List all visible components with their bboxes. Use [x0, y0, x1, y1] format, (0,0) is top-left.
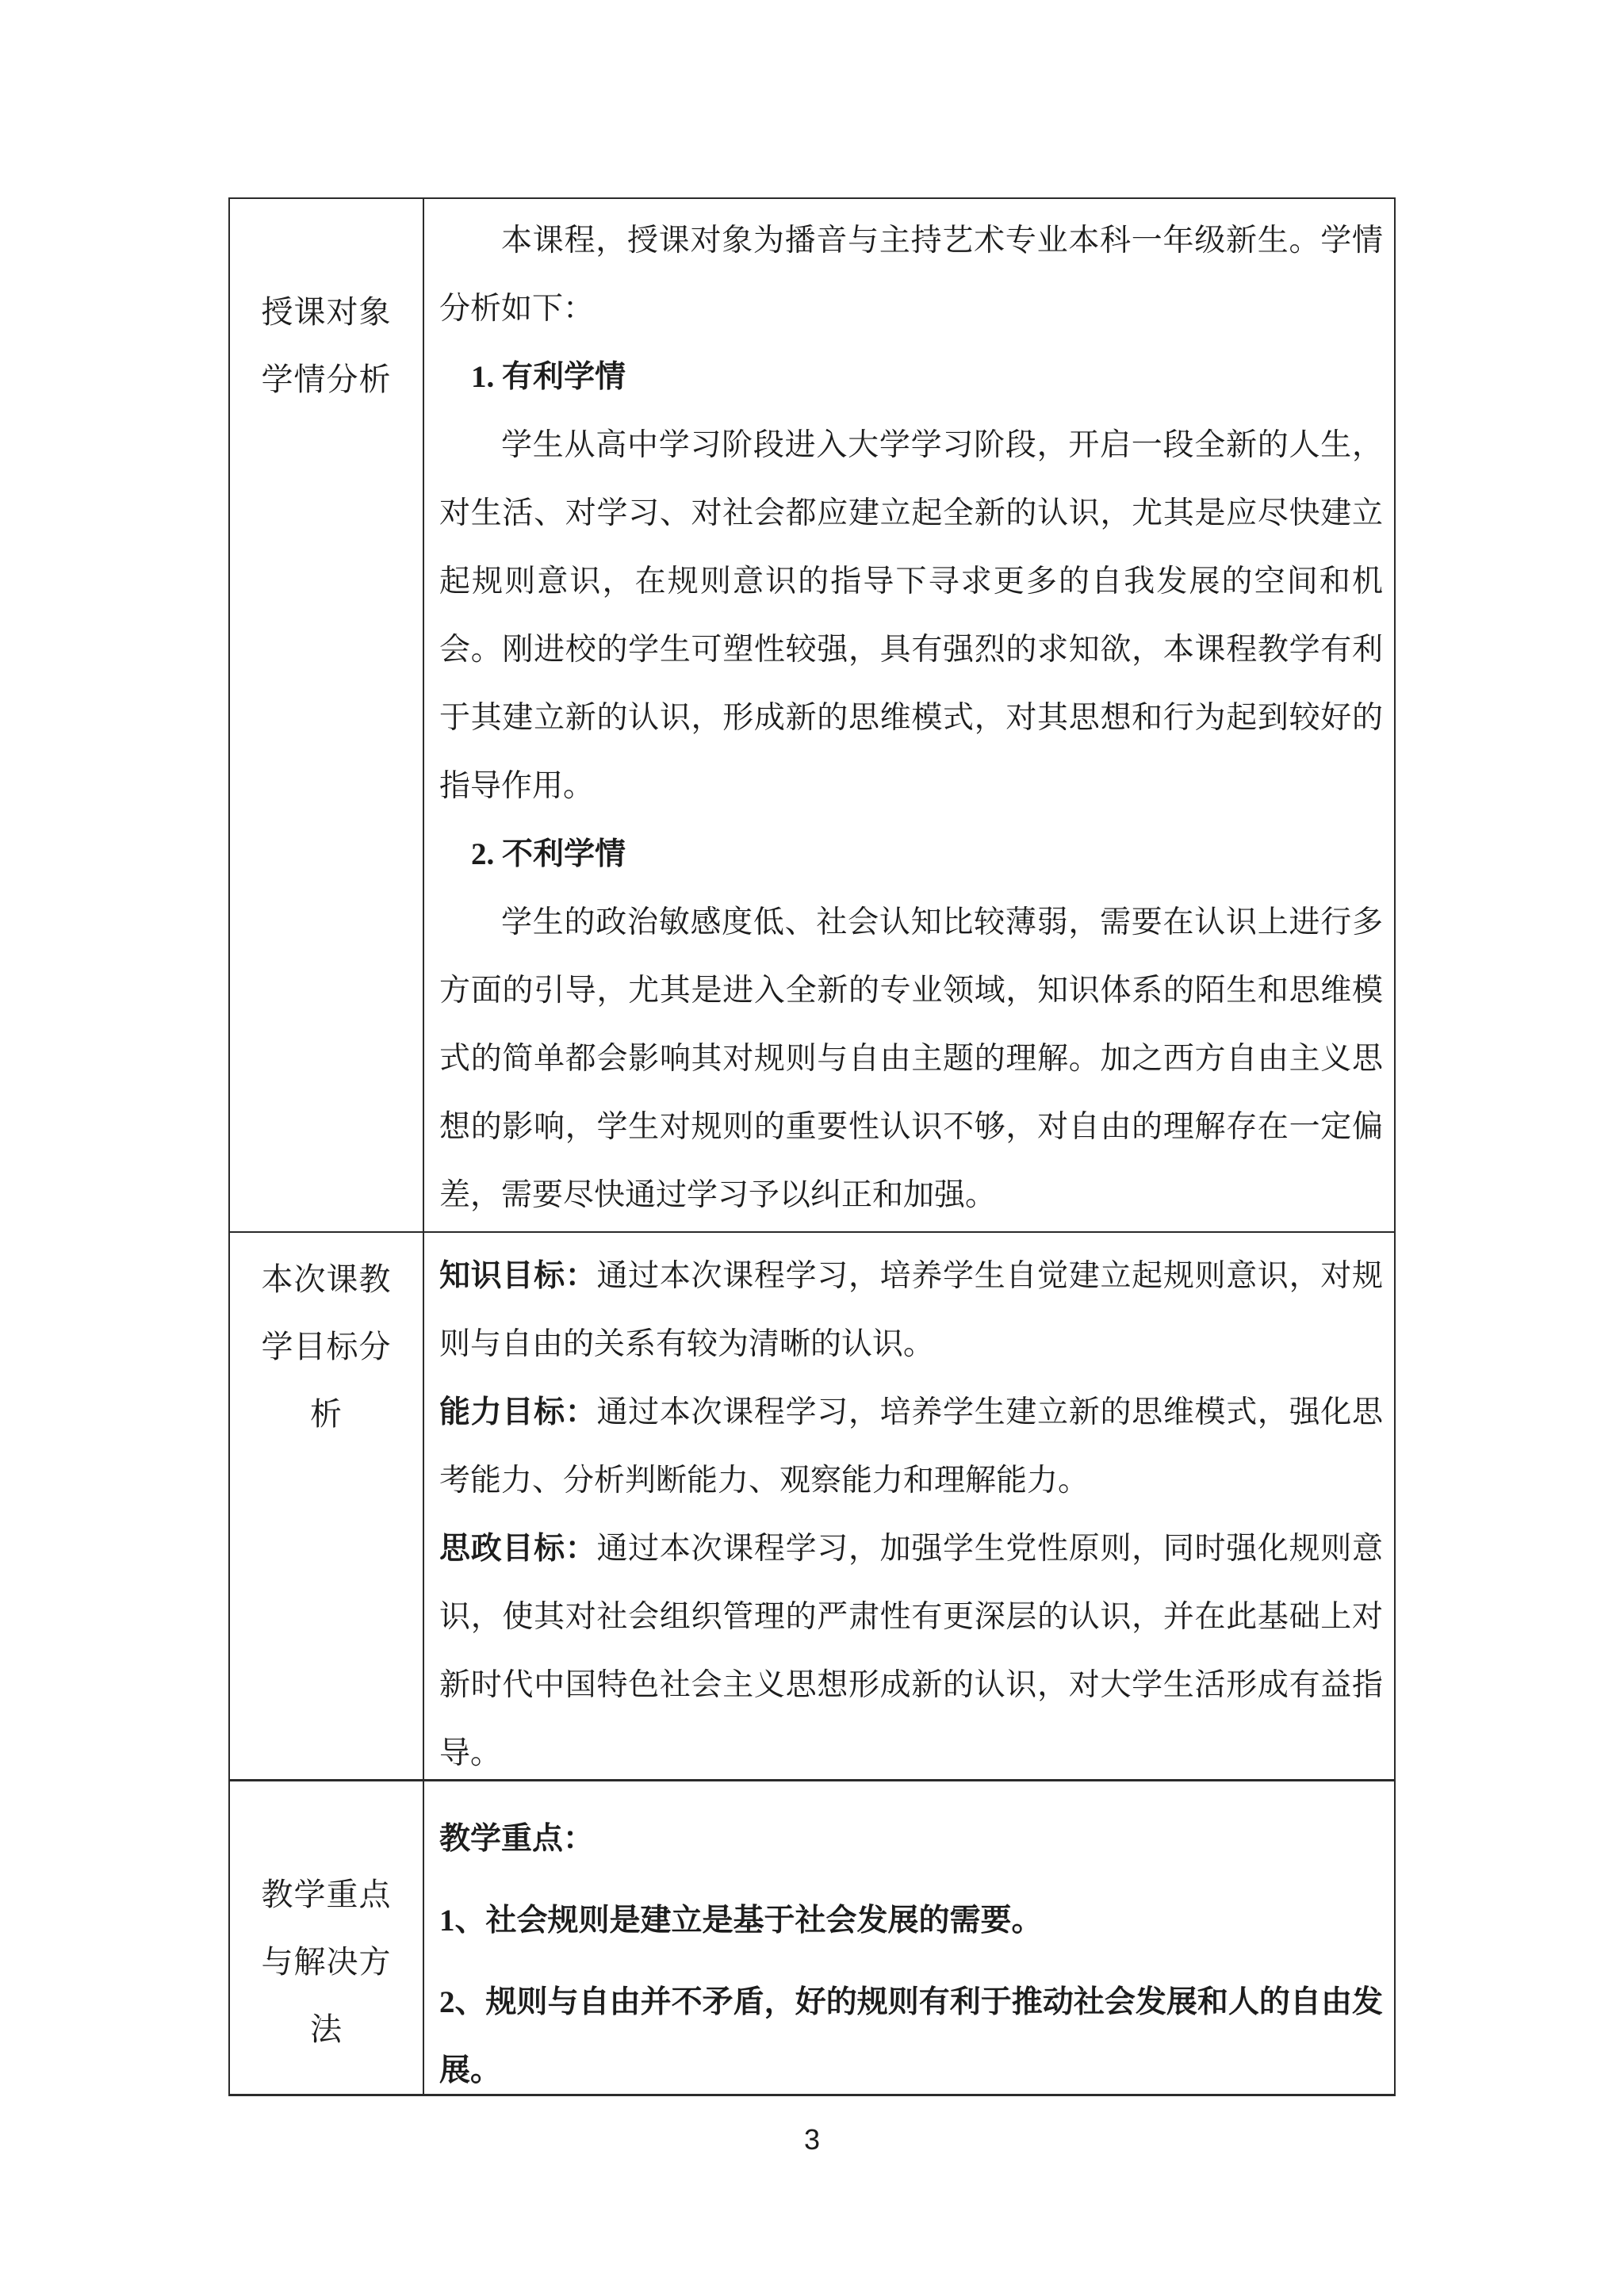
paragraph: 学生的政治敏感度低、社会认知比较薄弱，需要在认识上进行多方面的引导，尤其是进入全新的专业领域，知识体系的陌生和思维模式的简单都会影响其对规则与自由主题的理解。加之西方自由主义思想的影响，学生对规则的重要性认识不够，对自由的理解存在一定偏差，需要尽快通过学习予以纠正和加强。	[439, 905, 1383, 1212]
paragraph-knowledge-goal	[439, 1242, 1383, 1379]
header-line: 教学重点	[261, 1877, 392, 1912]
cell-audience-analysis	[424, 199, 1394, 1233]
paragraph-ideology-goal	[439, 1515, 1383, 1781]
paragraph-ability-goal	[439, 1379, 1383, 1515]
header-line: 法	[310, 2011, 343, 2047]
goal-text: 通过本次课程学习，培养学生建立新的思维模式，强化思考能力、分析判断能力、观察能力和理解能力。	[439, 1395, 1383, 1498]
goal-label: 思政目标：	[439, 1532, 597, 1566]
goal-text: 通过本次课程学习，培养学生自觉建立起规则意识，对规则与自由的关系有较为清晰的认识。	[439, 1259, 1383, 1361]
row-header-teaching-objectives	[230, 1233, 424, 1781]
paragraph: 学生从高中学习阶段进入大学学习阶段，开启一段全新的人生，对生活、对学习、对社会都应建立起全新的认识，尤其是应尽快建立起规则意识，在规则意识的指导下寻求更多的自我发展的空间和机会。刚进校的学生可塑性较强，具有强烈的求知欲，本课程教学有利于其建立新的认识，形成新的思维模式，对其思想和行为起到较好的指导作用。	[439, 428, 1383, 803]
header-line: 学目标分	[261, 1329, 392, 1364]
header-line: 析	[310, 1396, 343, 1432]
goal-label: 知识目标：	[439, 1259, 597, 1293]
paragraph-key-point-2: 2、规则与自由并不矛盾，好的规则有利于推动社会发展和人的自由发展。	[439, 1985, 1383, 2087]
header-line: 与解决方	[261, 1944, 392, 1980]
paragraph: 本课程，授课对象为播音与主持艺术专业本科一年级新生。学情分析如下：	[439, 224, 1383, 326]
row-header-audience-analysis	[230, 199, 424, 1233]
page-number: 3	[803, 2123, 821, 2156]
lesson-plan-table	[228, 197, 1396, 2096]
paragraph-key-point-1: 1、社会规则是建立是基于社会发展的需要。	[439, 1904, 1043, 1938]
paragraph-heading: 1. 有利学情	[471, 360, 626, 394]
cell-teaching-objectives	[424, 1233, 1394, 1781]
goal-text: 通过本次课程学习，加强学生党性原则，同时强化规则意识，使其对社会组织管理的严肃性有更深层的认识，并在此基础上对新时代中国特色社会主义思想形成新的认识，对大学生活形成有益指导。	[439, 1532, 1383, 1770]
paragraph-heading: 2. 不利学情	[471, 837, 626, 871]
row-header-key-points	[230, 1781, 424, 2094]
cell-key-points	[424, 1781, 1394, 2094]
header-line: 授课对象	[261, 294, 392, 330]
goal-label: 能力目标：	[439, 1395, 597, 1429]
header-line: 本次课教	[261, 1261, 392, 1297]
paragraph-key-points-heading: 教学重点：	[439, 1822, 595, 1856]
header-line: 学情分析	[261, 362, 392, 397]
